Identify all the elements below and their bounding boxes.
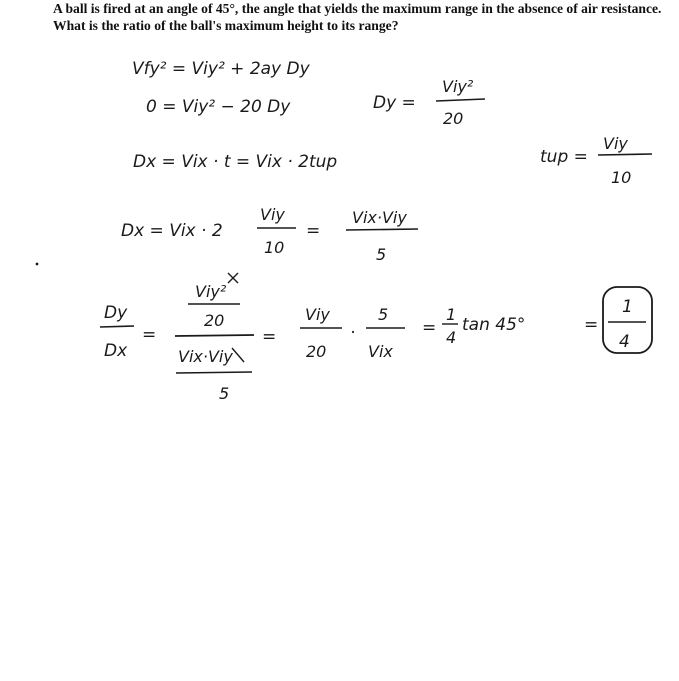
dx-result-bar [346, 229, 418, 230]
dx-equals: = [306, 221, 321, 241]
equals-2: = [262, 327, 277, 347]
answer-numerator: 1 [622, 297, 633, 317]
strike-mark-icon [232, 348, 244, 362]
ratio-numerator: Dy [104, 303, 128, 323]
dx-result-denominator: 5 [376, 245, 387, 264]
mid-numerator-2: 5 [378, 305, 389, 324]
tup-numerator: Viy [603, 134, 628, 153]
dy-denominator: 20 [443, 109, 464, 128]
quarter-denominator: 4 [446, 328, 457, 347]
ratio-bar [100, 326, 134, 327]
question-body: A ball is fired at an angle of 45°, the angle that yields the maximum range in the absence of air resistance. What is the ratio of the ball's maximum height to its range? [53, 1, 662, 33]
dx-frac-numerator: Viy [260, 205, 285, 224]
tan-expression: tan 45° [462, 315, 526, 335]
big-top-denominator: 20 [204, 311, 225, 330]
big-bottom-bar [176, 372, 252, 373]
dx-result-numerator: Vix·Viy [352, 208, 407, 227]
tup-label: tup = [540, 147, 588, 167]
big-top-numerator: Viy² [195, 282, 227, 301]
tup-denominator: 10 [611, 168, 632, 187]
multiply-dot: · [350, 323, 356, 343]
tup-fraction-bar [598, 154, 652, 155]
ratio-equals: = [142, 325, 157, 345]
ratio-denominator: Dx [104, 341, 128, 361]
range-equation: Dx = Vix · t = Vix · 2tup [133, 152, 338, 172]
height-equation: 0 = Viy² − 20 Dy [146, 97, 291, 117]
mid-denominator-2: Vix [368, 342, 393, 361]
kinematics-equation: Vfy² = Viy² + 2ay Dy [132, 59, 310, 79]
dy-fraction-bar [436, 99, 485, 101]
mid-denominator-1: 20 [306, 342, 327, 361]
stray-mark [36, 263, 39, 266]
big-bottom-denominator: 5 [219, 384, 230, 403]
dx-frac-denominator: 10 [264, 238, 285, 257]
big-main-bar [175, 335, 254, 336]
dy-label: Dy = [373, 93, 416, 113]
big-bottom-numerator: Vix·Viy [178, 347, 233, 366]
mid-numerator-1: Viy [305, 305, 330, 324]
equals-4: = [584, 315, 599, 335]
equals-3: = [422, 318, 437, 338]
cancel-mark-icon [228, 273, 238, 283]
dx-expanded: Dx = Vix · 2 [121, 221, 223, 241]
dy-numerator: Viy² [442, 77, 474, 96]
answer-denominator: 4 [619, 332, 630, 352]
quarter-numerator: 1 [446, 305, 457, 324]
